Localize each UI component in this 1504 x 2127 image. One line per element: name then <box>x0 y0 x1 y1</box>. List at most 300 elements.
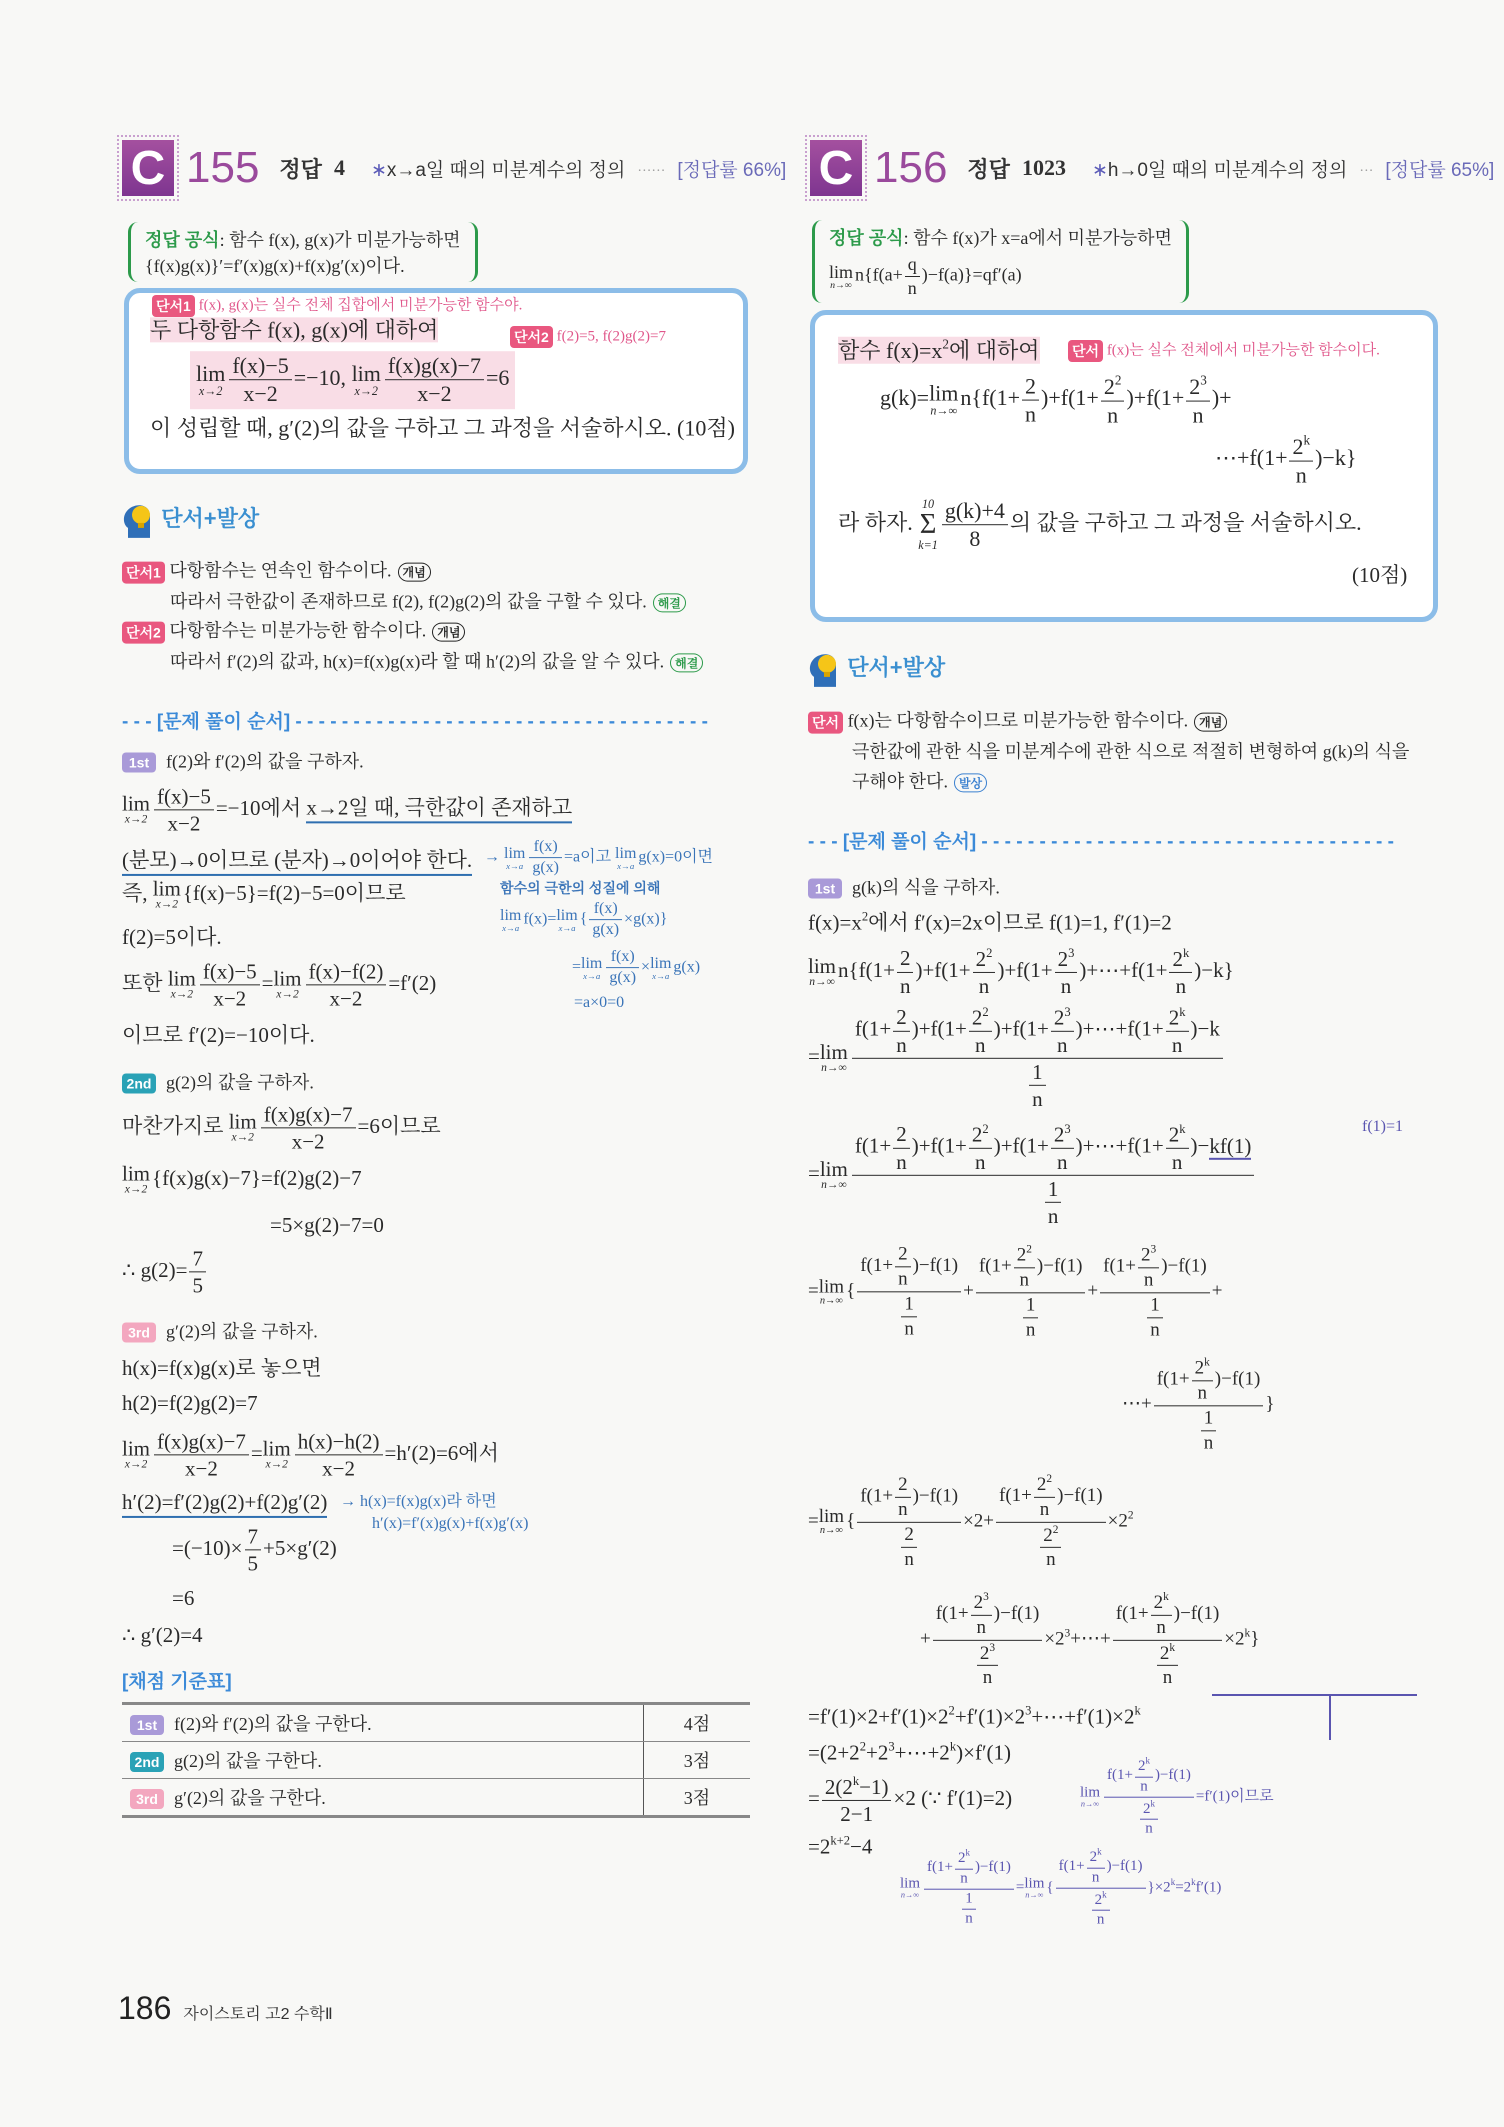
math-text: =f′(1)×2+f′(1)×2 <box>808 1704 949 1729</box>
limit <box>808 953 837 989</box>
math-text: = <box>1015 1879 1025 1896</box>
denominator <box>154 811 214 836</box>
math-text: n <box>978 973 990 998</box>
step-badge: 2nd <box>122 1074 156 1094</box>
fraction <box>200 959 260 1010</box>
numerator <box>1101 373 1125 402</box>
limit <box>1024 1876 1044 1899</box>
math-text: 2 <box>896 1005 907 1030</box>
table-row <box>122 1704 750 1742</box>
math-text: f(x) <box>593 900 618 918</box>
solution-line <box>808 1704 1141 1729</box>
math-text: 5 <box>247 1551 259 1576</box>
numerator <box>1029 1060 1046 1086</box>
solution-line <box>1122 1356 1274 1453</box>
math-text: n <box>1032 1087 1043 1112</box>
math-text: f(1+ <box>1012 1016 1049 1041</box>
math-text: + <box>1087 1280 1099 1302</box>
denominator <box>1151 1616 1172 1639</box>
lim-word: lim <box>273 966 302 991</box>
answer-label: 정답 <box>279 156 322 182</box>
lim-subscript: n→∞ <box>821 1061 847 1074</box>
math-text: = <box>808 1160 820 1185</box>
numerator <box>385 353 484 380</box>
math-text: f(1+ <box>854 1133 892 1158</box>
math-text: f′(1) <box>1195 1879 1222 1896</box>
numerator <box>1166 1005 1189 1032</box>
math-text: 2 <box>1103 373 1115 399</box>
math-text: 즉, <box>122 880 153 905</box>
numerator <box>1014 1243 1035 1268</box>
math-text: ×2 <box>1044 1628 1065 1650</box>
math-text: 2 <box>1292 433 1304 459</box>
annotation: f(1)=1 <box>1362 1117 1404 1135</box>
lim-word: lim <box>818 1506 845 1528</box>
topic-text: h→0일 때의 미분계수의 정의 <box>1107 159 1348 181</box>
math-text: ) <box>1154 1767 1160 1784</box>
annotation <box>572 948 700 988</box>
math-text: f(1+ <box>1103 1255 1137 1277</box>
math-text: +5×g′(2) <box>263 1535 337 1560</box>
math-text: f(1+ <box>860 1485 894 1507</box>
math-text: 2 <box>1053 1005 1065 1030</box>
numerator <box>1087 1847 1105 1869</box>
hint-1 <box>152 295 522 317</box>
math-text: 1 <box>1032 1059 1043 1084</box>
denominator <box>971 1616 992 1639</box>
numerator <box>893 1122 910 1148</box>
solution-line: h(2)=f(2)g(2)=7 <box>122 1390 258 1415</box>
hint-text: f(2)=5, f(2)g(2)=7 <box>556 328 666 345</box>
denominator <box>1100 1293 1210 1341</box>
math-text: ) <box>1075 1133 1083 1158</box>
math-text: n <box>1060 973 1072 998</box>
math-text: ) <box>1190 1016 1198 1041</box>
answer-formula <box>812 220 1189 303</box>
formula-line-2: {f(x)g(x)}′=f′(x)g(x)+f(x)g′(x)이다. <box>145 256 405 276</box>
connector-arrow <box>1329 1694 1331 1740</box>
math-text: n <box>1025 1318 1036 1340</box>
fraction <box>1138 1243 1159 1291</box>
numerator <box>1051 1122 1074 1149</box>
lim-word: lim <box>650 954 672 972</box>
math-text: f(x)−5 <box>157 784 211 809</box>
math-text: 2 <box>1089 1849 1098 1865</box>
denominator <box>977 1666 998 1689</box>
math-text: n{f(a+ <box>855 264 903 285</box>
denominator <box>973 973 996 998</box>
numerator <box>893 1005 910 1031</box>
problem-155-header <box>122 140 786 196</box>
math-text: ) <box>1315 445 1323 471</box>
math-text: ) <box>1041 385 1049 411</box>
criterion-text: g′(2)의 값을 구한다. <box>174 1788 326 1808</box>
clue-2-resolution <box>170 651 703 672</box>
math-text: n{ <box>838 957 859 982</box>
denominator <box>976 1293 1086 1341</box>
correct-rate: [정답률 66%] <box>677 159 787 181</box>
numerator <box>971 1591 992 1616</box>
math-text: =(−10)× <box>172 1535 243 1560</box>
math-text: 2 <box>1137 1758 1146 1774</box>
lim-word: lim <box>819 1156 848 1181</box>
numerator <box>973 946 996 973</box>
denominator <box>1051 1149 1074 1174</box>
solution-line <box>808 910 1172 935</box>
math-text: 1 <box>1047 1176 1059 1201</box>
numerator <box>852 1122 1254 1176</box>
numerator <box>1022 373 1039 400</box>
step-badge: 1st <box>122 753 156 773</box>
solution-line <box>808 1473 1134 1571</box>
numerator <box>1100 1243 1210 1293</box>
limit <box>351 360 381 398</box>
denominator <box>1147 1318 1163 1341</box>
math-text: ) <box>974 1859 980 1876</box>
numerator <box>1092 1890 1110 1912</box>
fraction <box>229 353 291 407</box>
math-text: f(x)g(x)−7 <box>263 1102 353 1127</box>
math-text: x→2일 때, 극한값이 존재하고 <box>306 795 573 820</box>
math-text: −f(1) <box>918 1485 959 1507</box>
solution-line <box>172 1524 337 1575</box>
math-text: =−10, <box>293 365 352 391</box>
math-text: ) <box>993 1016 1001 1041</box>
numerator <box>897 946 914 972</box>
math-text: n <box>1057 1149 1068 1174</box>
solution-line <box>122 848 472 872</box>
hint <box>1068 340 1380 362</box>
math-text: f(1+ <box>854 1016 892 1041</box>
math-text: ) <box>1126 385 1134 411</box>
denominator <box>529 859 562 878</box>
superscript: 2 <box>1046 1472 1053 1485</box>
sum-lower: k=1 <box>918 538 938 553</box>
denominator <box>1138 1268 1159 1291</box>
math-text: −f(1) <box>1111 1858 1143 1875</box>
math-text: 1 <box>904 1293 914 1315</box>
table-row <box>122 1742 750 1779</box>
denominator <box>295 1456 383 1481</box>
math-text: n <box>1039 1498 1050 1520</box>
underlined-text <box>122 1490 327 1518</box>
lim-subscript: n→∞ <box>819 1295 843 1307</box>
numerator <box>1056 1847 1146 1889</box>
superscript: k <box>965 1847 970 1858</box>
numerator <box>895 1244 911 1268</box>
math-text: n <box>976 1616 986 1638</box>
solution-line <box>122 1102 441 1153</box>
clue-text: 따라서 극한값이 존재하므로 f(2), f(2)g(2)의 값을 구할 수 있다. <box>170 591 647 612</box>
step-title: g(k)의 식을 구하자. <box>852 877 1000 898</box>
score-cell: 3점 <box>644 1742 751 1779</box>
math-text: n <box>1171 1149 1183 1174</box>
limit <box>122 1161 151 1197</box>
superscript: k <box>1150 1798 1155 1809</box>
lim-word: lim <box>167 966 196 991</box>
denominator <box>1056 1889 1146 1930</box>
numerator <box>261 1102 356 1128</box>
lim-word: lim <box>228 1109 257 1134</box>
clue-text: 다항함수는 미분가능한 함수이다. <box>169 620 427 641</box>
limit <box>829 263 853 291</box>
denominator <box>857 1523 961 1571</box>
numerator <box>969 1122 992 1149</box>
math-text: g(k)= <box>880 385 930 411</box>
math-text: )×f′(1) <box>956 1740 1012 1765</box>
lim-word: lim <box>152 876 181 901</box>
clue-title: 단서+발상 <box>847 654 946 680</box>
math-text: n <box>1197 1382 1207 1404</box>
problem-points: (10점) <box>1352 562 1408 587</box>
math-text: 7 <box>247 1524 259 1549</box>
math-text: ×2 <box>1107 1510 1128 1532</box>
clue-title: 단서+발상 <box>161 505 260 531</box>
denominator <box>901 1317 917 1340</box>
scoring-title: [채점 기준표] <box>122 1671 232 1693</box>
math-text: ⋯+ <box>1215 445 1250 471</box>
lim-subscript: x→2 <box>198 383 223 398</box>
correct-rate: [정답률 65%] <box>1385 159 1495 181</box>
math-text: f(x)g(x)−7 <box>387 353 481 379</box>
math-text: + <box>1048 385 1061 411</box>
fraction <box>1186 373 1210 428</box>
fraction <box>154 1429 249 1480</box>
superscript: k <box>1191 1877 1196 1888</box>
math-text: 2 <box>1016 1244 1027 1266</box>
lim-word: lim <box>929 380 959 406</box>
numerator <box>857 1244 961 1293</box>
math-text: f(x)g(x)−7 <box>157 1429 246 1454</box>
fraction <box>1051 1005 1074 1057</box>
math-text: f(1+ <box>934 957 971 982</box>
math-text: +⋯+f′(1)×2 <box>1031 1704 1135 1729</box>
score-cell: 3점 <box>644 1779 751 1817</box>
math-text: + <box>922 957 935 982</box>
lim-subscript: x→a <box>558 922 576 933</box>
denominator <box>852 1176 1254 1228</box>
footer <box>118 1990 333 2027</box>
math-text: x−2 <box>167 811 201 836</box>
math-text: n <box>1175 973 1187 998</box>
math-text: } <box>1265 1393 1275 1415</box>
limit <box>122 1436 151 1472</box>
fraction <box>1151 1591 1172 1639</box>
math-text: { <box>846 1510 856 1532</box>
math-text: 에 대하여 <box>948 337 1040 363</box>
superscript: 3 <box>983 1590 989 1603</box>
superscript: k <box>1163 1590 1169 1603</box>
fraction <box>1104 1756 1194 1839</box>
fraction <box>924 1848 1014 1928</box>
fraction <box>1055 946 1078 998</box>
fraction <box>1087 1847 1105 1887</box>
numerator <box>969 1005 992 1032</box>
superscript: 2 <box>1127 1509 1134 1522</box>
formula-line-1 <box>829 224 1172 250</box>
superscript: 3 <box>989 1641 996 1654</box>
superscript: 2 <box>982 1004 989 1019</box>
formula-label: 정답 공식 <box>829 228 904 248</box>
book-title: 자이스토리 고2 수학Ⅱ <box>183 2006 333 2023</box>
math-text: g(x) <box>532 859 559 877</box>
denominator <box>1101 401 1125 427</box>
math-text: f(1+ <box>860 1255 894 1277</box>
denominator <box>1201 1431 1217 1454</box>
math-text: n <box>1162 1667 1173 1689</box>
denominator <box>955 1869 973 1887</box>
numerator <box>1192 1356 1213 1381</box>
math-text: ) <box>1057 1485 1064 1507</box>
fraction <box>857 1244 961 1340</box>
limit <box>615 846 636 871</box>
sum-upper: 10 <box>922 497 935 512</box>
sigma: Σ <box>919 508 937 540</box>
limit <box>167 966 196 1002</box>
solution-line <box>808 946 1234 998</box>
math-text: {f(x)g(x)−7}=f(2)g(2)−7 <box>152 1165 362 1190</box>
lim-word: lim <box>262 1436 291 1461</box>
math-text: 1 <box>1150 1293 1160 1315</box>
denominator <box>1045 1203 1062 1228</box>
lim-subscript: n→∞ <box>809 975 835 988</box>
denominator <box>229 381 291 407</box>
numerator <box>1040 1524 1061 1549</box>
math-text: ) <box>912 1255 919 1277</box>
lim-word: lim <box>581 954 603 972</box>
lim-word: lim <box>122 1436 151 1461</box>
fraction <box>154 784 214 835</box>
lim-word: lim <box>122 791 151 816</box>
lim-subscript: n→∞ <box>819 1525 843 1537</box>
denominator <box>996 1523 1106 1572</box>
fraction <box>589 900 622 940</box>
math-text: n <box>982 1667 993 1689</box>
math-text: x−2 <box>417 381 452 407</box>
denominator <box>942 526 1008 552</box>
numerator <box>189 1246 206 1272</box>
math-text: f(x) <box>610 948 635 966</box>
hint-text: f(x), g(x)는 실수 전체 집합에서 미분가능한 함수야. <box>198 297 523 314</box>
math-text: 2 <box>971 1122 983 1147</box>
underlined-text <box>1209 1134 1251 1160</box>
superscript: k <box>1097 1846 1102 1857</box>
numerator <box>1151 1591 1172 1616</box>
math-text: ×2+ <box>963 1510 995 1532</box>
fraction <box>1040 1524 1061 1572</box>
star-icon: ∗ <box>1091 159 1108 181</box>
superscript: k <box>1244 1627 1251 1640</box>
numerator <box>1023 1294 1039 1318</box>
math-text: −f(1) <box>1180 1603 1220 1625</box>
math-text: x−2 <box>329 986 363 1011</box>
problem-number: 155 <box>186 143 260 192</box>
math-text: −f(1) <box>979 1859 1011 1876</box>
denominator <box>1166 1149 1189 1174</box>
math-text: 2 <box>1025 373 1037 399</box>
math-text: =f′(2) <box>388 970 437 995</box>
numerator <box>1289 433 1313 462</box>
math-text: f(1+ <box>978 1255 1012 1277</box>
step-title: g(2)의 값을 구하자. <box>166 1072 314 1093</box>
lim-subscript: x→2 <box>265 1458 288 1471</box>
fraction <box>1051 1122 1074 1174</box>
math-text: n <box>1145 1821 1153 1838</box>
math-text: ∴ g(2)= <box>122 1257 188 1282</box>
limit <box>262 1436 291 1472</box>
answer-formula <box>128 222 478 282</box>
denominator <box>1140 1820 1158 1838</box>
numerator <box>1201 1407 1217 1431</box>
lim-word: lim <box>1024 1875 1045 1892</box>
denominator <box>1014 1268 1035 1291</box>
answer-value: 4 <box>333 155 345 180</box>
math-text: + <box>963 1280 974 1302</box>
math-text: 2 <box>1168 1122 1180 1147</box>
formula-line-1 <box>145 226 461 252</box>
superscript: 3 <box>1150 1243 1157 1256</box>
denominator <box>1113 1641 1223 1690</box>
math-text: n <box>1107 402 1119 428</box>
math-text: =6 <box>485 365 510 391</box>
solution-line: 이므로 f′(2)=−10이다. <box>122 1022 315 1047</box>
denominator <box>1104 1798 1194 1839</box>
math-text: +⋯+ <box>1086 957 1132 982</box>
numerator <box>1138 1243 1159 1268</box>
connector-line <box>1212 1694 1417 1696</box>
step-title: f(2)와 f′(2)의 값을 구하자. <box>166 751 364 772</box>
math-text: + <box>1133 385 1147 411</box>
math-text: 2 <box>1168 1005 1180 1030</box>
denominator <box>852 1059 1223 1111</box>
hint-text: f(x)는 실수 전체에서 미분가능한 함수이다. <box>1106 342 1380 359</box>
step-1-title <box>808 878 1000 899</box>
superscript: 2 <box>986 945 993 960</box>
math-text: ) <box>993 1133 1001 1158</box>
lim-subscript: x→2 <box>354 383 378 398</box>
topic-text: x→a일 때의 미분계수의 정의 <box>386 159 626 181</box>
math-text: n <box>1019 1269 1030 1291</box>
math-text: 5 <box>192 1273 203 1298</box>
step-badge: 1st <box>808 879 842 899</box>
math-text: ) <box>911 1016 919 1041</box>
step-badge: 2nd <box>130 1752 164 1772</box>
solve-tag: 해결 <box>670 654 703 673</box>
fraction <box>1135 1756 1153 1796</box>
limit <box>929 380 959 418</box>
math-text: f(x)=x <box>808 910 862 935</box>
denominator <box>901 1547 917 1570</box>
formula-text: : 함수 f(x), g(x)가 미분가능하면 <box>219 230 461 250</box>
page-number: 186 <box>118 1990 172 2026</box>
math-text: +f′(1)×2 <box>954 1704 1026 1729</box>
annotation: =a×0=0 <box>574 993 625 1011</box>
limit <box>819 1507 844 1536</box>
solution-line <box>808 1243 1222 1340</box>
denominator <box>905 277 920 299</box>
fraction <box>942 498 1008 552</box>
math-text: n <box>1096 1912 1105 1929</box>
denominator <box>822 1801 892 1826</box>
fraction <box>1201 1407 1217 1454</box>
math-text: = <box>808 1043 820 1068</box>
solution-line <box>808 1774 1012 1826</box>
numerator <box>1186 373 1210 402</box>
denominator <box>924 1890 1014 1929</box>
problem-line-3: 이 성립할 때, g′(2)의 값을 구하고 그 과정을 서술하시오. (10점) <box>150 415 735 441</box>
math-text: =6이므로 <box>357 1113 441 1138</box>
math-text: {f(x)−5}=f(2)−5=0이므로 <box>182 880 406 905</box>
